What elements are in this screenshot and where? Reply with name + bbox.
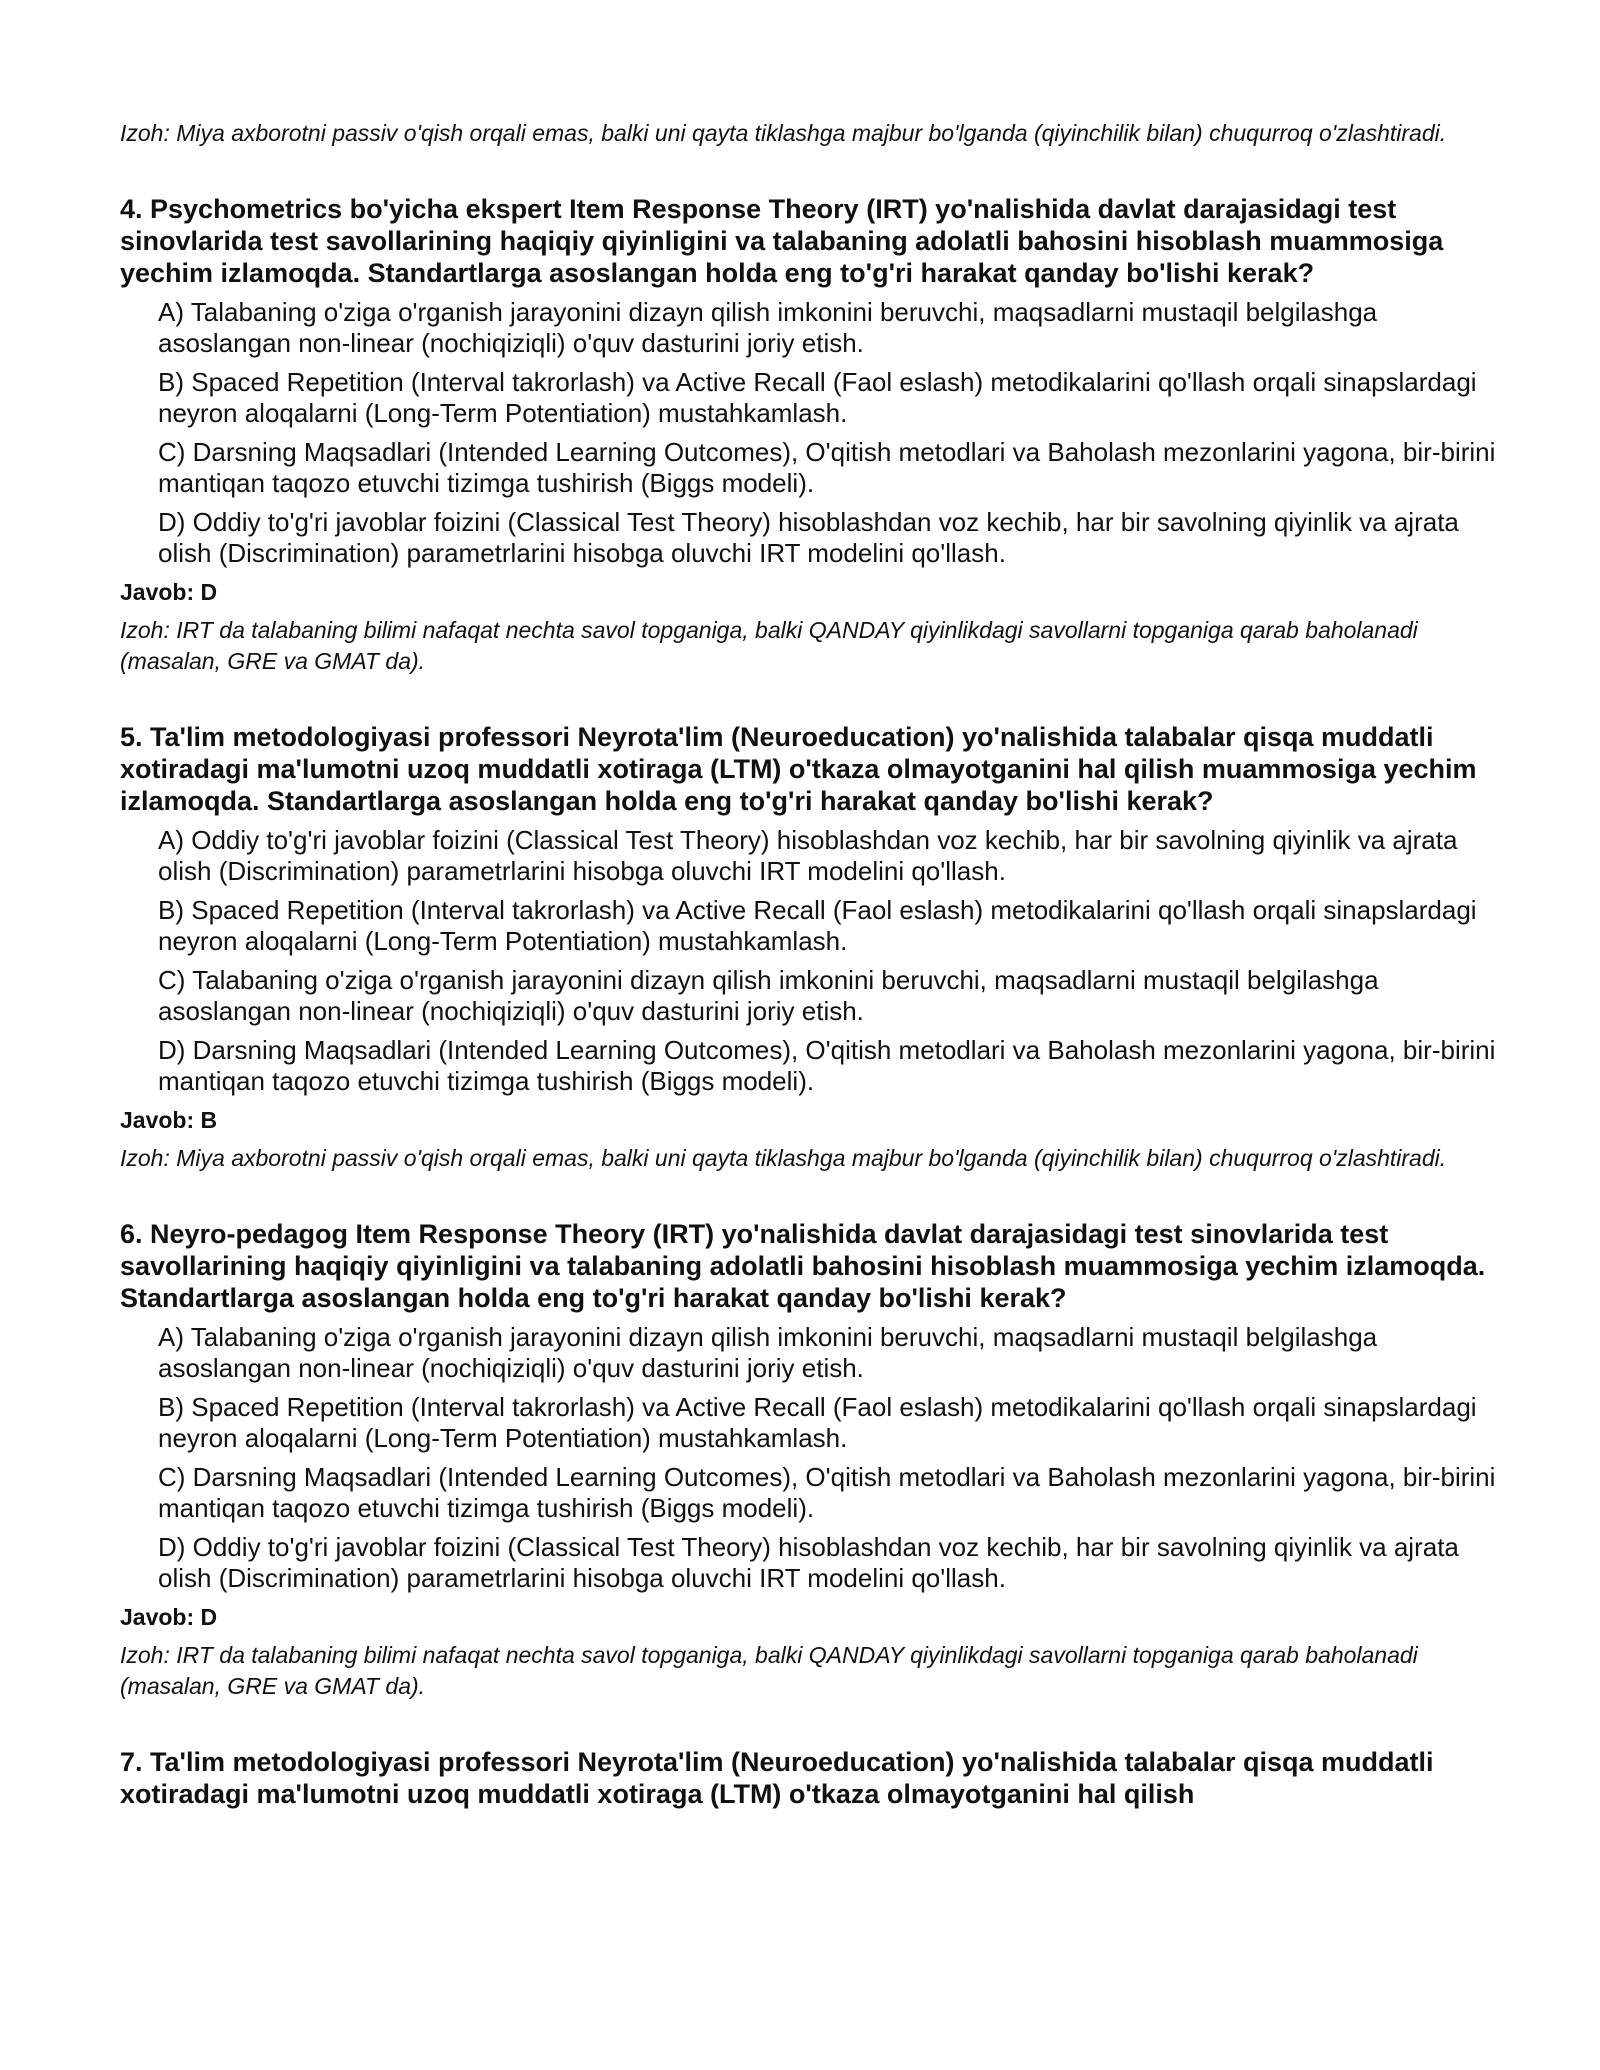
option-c: C) Darsning Maqsadlari (Intended Learning Outcomes), O'qitish metodlari va Baholash mezonlarini yagona, bir-birini mantiqan taqozo etuvchi tizimga tushirish (Biggs modeli). (158, 437, 1496, 498)
option-a: A) Talabaning o'ziga o'rganish jarayonini dizayn qilish imkonini beruvchi, maqsadlarni mustaqil belgilashga asoslangan non-linear (nochiqiziqli) o'quv dasturini joriy etish. (158, 1322, 1378, 1383)
explanation-note: Izoh: Miya axborotni passiv o'qish orqali emas, balki uni qayta tiklashga majbur bo'lganda (qiyinchilik bilan) chuqurroq o'zlashtiradi. (120, 120, 1447, 146)
option-a: A) Talabaning o'ziga o'rganish jarayonini dizayn qilish imkonini beruvchi, maqsadlarni mustaqil belgilashga asoslangan non-linear (nochiqiziqli) o'quv dasturini joriy etish. (158, 297, 1378, 358)
option-d: D) Oddiy to'g'ri javoblar foizini (Classical Test Theory) hisoblashdan voz kechib, har bir savolning qiyinlik va ajrata olish (Discrimination) parametrlarini hisobga oluvchi IRT modelini qo'llash. (158, 507, 1459, 568)
option-b: B) Spaced Repetition (Interval takrorlash) va Active Recall (Faol eslash) metodikalarini qo'llash orqali sinapslardagi neyron aloqalarni (Long-Term Potentiation) mustahkamlash. (158, 367, 1477, 428)
answer-options (120, 825, 1500, 1097)
explanation-note: Izoh: IRT da talabaning bilimi nafaqat nechta savol topganiga, balki QANDAY qiyinlikdagi savollarni topganiga qarab baholanadi (masalan, GRE va GMAT da). (120, 617, 1418, 674)
answer-options (120, 1322, 1500, 1594)
document-page (120, 118, 1500, 1854)
correct-answer: Javob: D (120, 1604, 218, 1630)
option-c: C) Talabaning o'ziga o'rganish jarayonini dizayn qilish imkonini beruvchi, maqsadlarni mustaqil belgilashga asoslangan non-linear (nochiqiziqli) o'quv dasturini joriy etish. (158, 965, 1379, 1026)
explanation-note: Izoh: Miya axborotni passiv o'qish orqali emas, balki uni qayta tiklashga majbur bo'lganda (qiyinchilik bilan) chuqurroq o'zlashtiradi. (120, 1145, 1447, 1171)
question-block (120, 1746, 1500, 1810)
question-title: 5. Ta'lim metodologiyasi professori Neyrota'lim (Neuroeducation) yo'nalishida talabalar qisqa muddatli xotiradagi ma'lumotni uzoq muddatli xotiraga (LTM) o'tkaza olmayotganini hal qilish muammosiga yechim izlamoqda. Standartlarga asoslangan holda eng to'g'ri harakat qanday bo'lishi kerak? (120, 722, 1477, 816)
question-title: 7. Ta'lim metodologiyasi professori Neyrota'lim (Neuroeducation) yo'nalishida talabalar qisqa muddatli xotiradagi ma'lumotni uzoq muddatli xotiraga (LTM) o'tkaza olmayotganini hal qilish (120, 1747, 1434, 1809)
option-d: D) Darsning Maqsadlari (Intended Learning Outcomes), O'qitish metodlari va Baholash mezonlarini yagona, bir-birini mantiqan taqozo etuvchi tizimga tushirish (Biggs modeli). (158, 1035, 1496, 1096)
question-block (120, 721, 1500, 1174)
correct-answer: Javob: D (120, 579, 218, 605)
option-b: B) Spaced Repetition (Interval takrorlash) va Active Recall (Faol eslash) metodikalarini qo'llash orqali sinapslardagi neyron aloqalarni (Long-Term Potentiation) mustahkamlash. (158, 1392, 1477, 1453)
option-d: D) Oddiy to'g'ri javoblar foizini (Classical Test Theory) hisoblashdan voz kechib, har bir savolning qiyinlik va ajrata olish (Discrimination) parametrlarini hisobga oluvchi IRT modelini qo'llash. (158, 1532, 1459, 1593)
question-title: 6. Neyro-pedagog Item Response Theory (IRT) yo'nalishida davlat darajasidagi test sinovlarida test savollarining haqiqiy qiyinligini va talabaning adolatli bahosini hisoblash muammosiga yechim izlamoqda. Standartlarga asoslangan holda eng to'g'ri harakat qanday bo'lishi kerak? (120, 1219, 1486, 1313)
option-a: A) Oddiy to'g'ri javoblar foizini (Classical Test Theory) hisoblashdan voz kechib, har bir savolning qiyinlik va ajrata olish (Discrimination) parametrlarini hisobga oluvchi IRT modelini qo'llash. (158, 825, 1458, 886)
question-block (120, 1218, 1500, 1702)
explanation-note: Izoh: IRT da talabaning bilimi nafaqat nechta savol topganiga, balki QANDAY qiyinlikdagi savollarni topganiga qarab baholanadi (masalan, GRE va GMAT da). (120, 1642, 1418, 1699)
question-title: 4. Psychometrics bo'yicha ekspert Item Response Theory (IRT) yo'nalishida davlat darajasidagi test sinovlarida test savollarining haqiqiy qiyinligini va talabaning adolatli bahosini hisoblash muammosiga yechim izlamoqda. Standartlarga asoslangan holda eng to'g'ri harakat qanday bo'lishi kerak? (120, 194, 1444, 288)
question-block (120, 193, 1500, 677)
correct-answer: Javob: B (120, 1107, 218, 1133)
option-c: C) Darsning Maqsadlari (Intended Learning Outcomes), O'qitish metodlari va Baholash mezonlarini yagona, bir-birini mantiqan taqozo etuvchi tizimga tushirish (Biggs modeli). (158, 1462, 1496, 1523)
option-b: B) Spaced Repetition (Interval takrorlash) va Active Recall (Faol eslash) metodikalarini qo'llash orqali sinapslardagi neyron aloqalarni (Long-Term Potentiation) mustahkamlash. (158, 895, 1477, 956)
answer-options (120, 297, 1500, 569)
